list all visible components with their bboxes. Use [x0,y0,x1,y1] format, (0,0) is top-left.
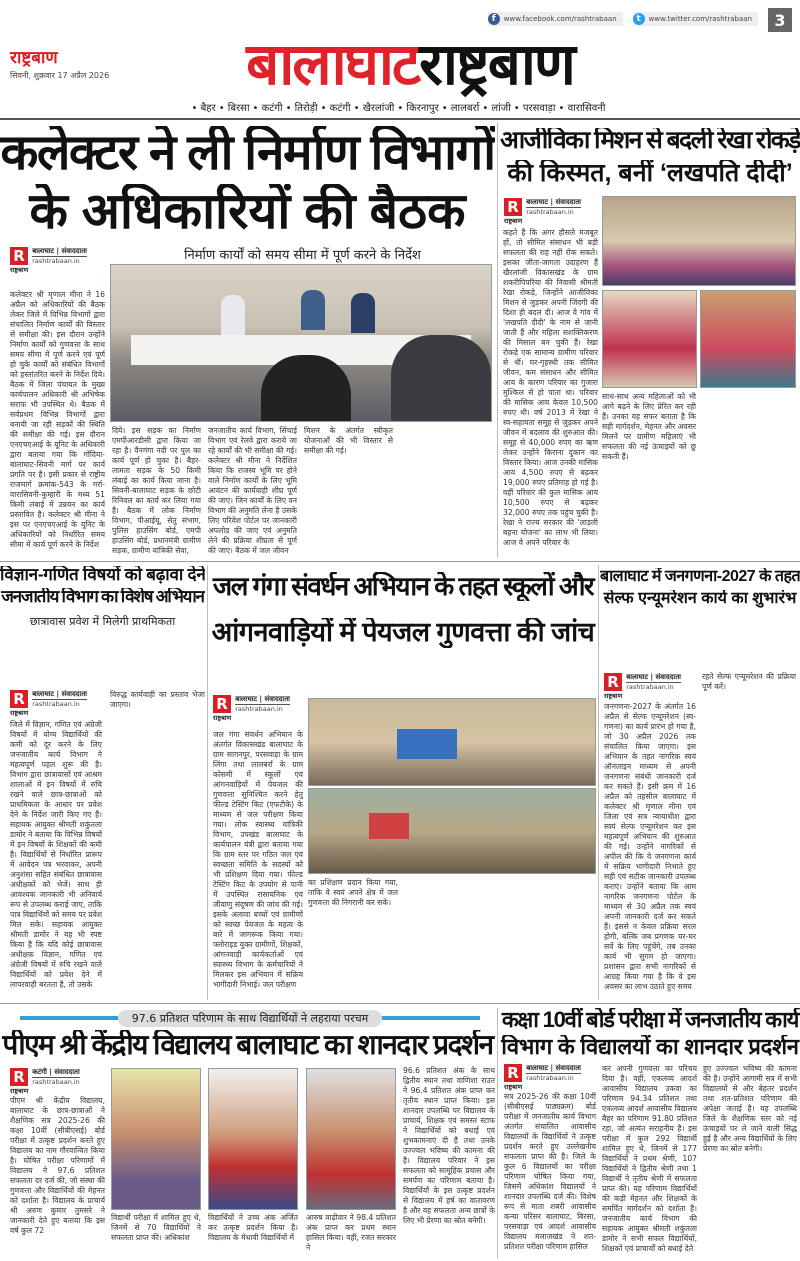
rekha-photo-2 [602,290,697,388]
pmshri-byline: R राष्ट्रबाण कटंगी | संवाददाता rashtrabaan.in [10,1068,80,1095]
pmshri-body-right: 96.6 प्रतिशत अंक के साथ द्वितीय स्थान तथा वाणिशा राउत ने 96.4 प्रतिशत अंक प्राप्त कर तृतीय स्थान प्राप्त किया। इस शानदार उपलब्धि पर विद्यालय के प्राचार्य, शिक्षक एवं समस्त स्टाफ ने विद्यार्थियों को बधाई एवं शुभकामनाएं दी है तथा उनके उज्ज्वल भविष्य की कामना की है। विद्यालय परिवार ने इस सफलता को सामूहिक प्रयास और समर्पण का परिणाम बताया है। विद्यार्थियों के इस उत्कृष्ट प्रदर्शन से विद्यालय में हर्ष का वातावरण है और यह सफलता अन्य छात्रों के लिए भी प्रेरणा का स्रोत बनेगी। [403,1066,495,1226]
census-body-cont: रहते सेल्फ एन्यूमरेशन की प्रक्रिया पूर्ण करें। [702,672,796,692]
science-body-cont: विरुद्ध कार्यवाही का प्रस्ताव भेजा जाएगा। [110,690,205,710]
school-photo-2 [308,788,596,874]
city-link: लांजी [491,103,511,114]
city-link: तिरोड़ी [294,103,318,114]
tribal-byline: R राष्ट्रबाण बालाघाट | संवाददाता rashtrabaan.in [504,1064,581,1091]
city-link: बैहर [200,103,216,114]
meeting-photo [110,264,492,422]
city-link: खैरलांजी [362,103,395,114]
student-photo-1 [111,1068,201,1210]
facebook-link[interactable]: f www.facebook.com/rashtrabaan [488,12,623,26]
jalganga-body: जल गंगा संवर्धन अभियान के अंतर्गत विकासखंड बालाघाट के ग्राम सागनपुर, परसवाड़ा के ग्राम लिंगा तथा लालबर्रा के ग्राम कोसमी में स्कूलों एवं आंगनवाड़ियों में पेयजल की गुणवत्ता सुनिश्चित करने हेतु फील्ड टेस्टिंग किट (एफटीके) के माध्यम से जल परीक्षण किया गया। लोक स्वास्थ्य यांत्रिकी विभाग, उपखंड बालाघाट के कार्यपालन यंत्री द्वारा बताया गया कि ग्राम स्तर पर गठित जल एवं स्वच्छता समिति के सदस्यों को भी प्रशिक्षण दिया गया। फील्ड टेस्टिंग किट के उपयोग से पानी में उपस्थित रासायनिक एवं जीवाणु संदूषण की जांच की गई। इसके अलावा बच्चों एवं ग्रामीणों को स्वच्छ पेयजल के महत्व के बारे में जागरूक किया गया। फ्लोराइड युक्त ग्रामीणों, शिक्षकों, आंगनवाड़ी कार्यकर्ताओं एवं स्वास्थ्य विभाग के कर्मचारियों ने मिलकर इस अभियान में सक्रिय भागीदारी निभाई। जल परीक्षण [213,730,303,990]
science-headline-2: जनजातीय विभाग का विशेष अभियान [1,588,204,606]
r-logo-icon: R [10,690,28,708]
city-link: वारासिवनी [567,103,606,114]
lead-body-cont: मिशन के अंतर्गत स्वीकृत योजनाओं की भी विस्तार से समीक्षा की गई। [304,426,393,456]
photo-caption-3: आरुष वाढ़ीवार ने 98.4 प्रतिशत अंक प्राप्त कर प्रथम स्थान हासिल किया। वहीं, रजत सरकार ने [306,1213,396,1252]
tribal-headline-2: विभाग के विद्यालयों का शानदार प्रदर्शन [501,1035,799,1059]
twitter-link[interactable]: t www.twitter.com/rashtrabaan [633,12,758,26]
masthead: बालाघाटराष्ट्रबाण [246,32,574,97]
tribal-body: सत्र 2025-26 की कक्षा 10वीं (सीबीएसई पाठ्यक्रम) बोर्ड परीक्षा में जनजातीय कार्य विभाग अंतर्गत संचालित आवासीय विद्यालयों के विद्यार्थियों ने उत्कृष्ट प्रदर्शन करते हुए उल्लेखनीय सफलता प्राप्त की है। जिले के कुल 6 विद्यालयों का परीक्षा परिणाम घोषित किया गया, जिसमें अधिकांश विद्यालयों ने शानदार उपलब्धि दर्ज की। विशेष रूप से माता शबरी आवासीय कन्या परिसर बालाघाट, बिरसा, परसवाड़ा एवं आदर्श आवासीय विद्यालय मलाजखंड ने शत-प्रतिशत परीक्षा परिणाम हासिल [504,1092,596,1252]
tribal-body-cont: हुए उज्ज्वल भविष्य की कामना की है। उन्होंने आगामी सत्र में सभी विद्यालयों से और बेहतर प्रदर्शन तथा शत-प्रतिशत परिणाम की अपेक्षा जताई है। यह उपलब्धि जिले के शैक्षणिक स्तर को नई ऊंचाइयों पर ले जाने वाली सिद्ध हुई है और अन्य विद्यार्थियों के लिए प्रेरणा का स्रोत बनेगी। [703,1064,797,1154]
lakhpati-body-cont [702,392,796,556]
lead-body: कलेक्टर श्री मृणाल मीना ने 16 अप्रैल को अधिकारियों की बैठक लेकर जिले में विभिन्न विभागों द्वारा संचालित निर्माण कार्यों की विस्तार से समीक्षा की। इस दौरान उन्होंने निर्माण कार्यों को गुणवत्ता के साथ समय सीमा में पूर्ण करने एवं पूर्ण हो चुके कार्यों को संबंधित विभागों को हस्तांतरित करने के निर्देश दिये। बैठक में जिला पंचायत के मुख्य कार्यपालन अधिकारी श्री अभिषेक सराफ भी उपस्थित थे। बैठक में सर्वप्रथम विभिन्न विभागों द्वारा बनायी जा रही सड़कों की स्थिति की समीक्षा की गई। इस दौरान एनएचएआई के यूनिट के अधिकारी द्वारा बताया गया कि गोंदिया-बालाघाट-सिवनी मार्ग पर कार्य प्रगति पर है। इसी प्रकार से राष्ट्रीय राजमार्ग क्रमांक-543 के गर्रा-वारासिवनी-कुम्हारी के मध्य 51 किमी लंबाई में उन्नयन का कार्य प्रस्तावित है। कलेक्टर श्री मीना ने इस पर एनएचएआई के यूनिट के अधिकारियों को निर्धारित समय सीमा में कार्य पूर्ण करने के निर्देश [10,290,105,550]
science-subhead: छात्रावास प्रवेश में मिलेगी प्राथमिकता [29,615,176,628]
pmshri-kicker: 97.6 प्रतिशत परिणाम के साथ विद्यार्थियों ने लहराया परचम [20,1010,480,1026]
dateline: सिवनी, शुक्रवार 17 अप्रैल 2026 [10,71,110,80]
lead-subhead: निर्माण कार्यों को समय सीमा में पूर्ण करने के निर्देश [184,248,421,263]
r-logo-icon: R [213,695,231,713]
science-byline: R राष्ट्रबाण बालाघाट | संवाददाता rashtrabaan.in [10,690,87,717]
city-list: • बैहर • बिरसा • कटंगी • तिरोड़ी • कटंगी • खैरलांजी • किरनापुर • लालबर्रा • लांजी • परसवाड़ा • वारासिवनी [191,103,606,114]
facebook-icon: f [488,13,500,25]
science-body: जिले में विज्ञान, गणित एवं अंग्रेजी विषयों में योग्य विद्यार्थियों की कमी को दूर करने के लिए जनजातीय कार्य विभाग ने महत्वपूर्ण पहल शुरू की है। विभाग द्वारा छात्रावासों एवं आश्रम शालाओं में इन विषयों में रुचि रखने वाले छात्र-छात्राओं को प्राथमिकता के आधार पर प्रवेश देने के निर्देश जारी किए गए हैं। सहायक आयुक्त श्रीमती शकुंतला डामोर ने बताया कि विभिन्न विषयों में इन विषयों के शिक्षकों की कमी है। विद्यार्थियों से निर्धारित प्रारूप में आवेदन पत्र भरवाकर, अपनी अनुशंसा सहित संबंधित छात्रावास अधीक्षकों को भेजें। साथ ही आवश्यक जानकारी भी अनिवार्य रूप से उपलब्ध कराई जाए, ताकि पात्र विद्यार्थियों को समय पर प्रवेश मिल सके। सहायक आयुक्त श्रीमती डामोर ने यह भी स्पष्ट किया है कि यदि कोई छात्रावास अधीक्षक विज्ञान, गणित एवं अंग्रेजी विषयों में रुचि रखने वाले विद्यार्थियों को प्रवेश देने में लापरवाही बरतता है, तो उसके [10,720,102,990]
tribal-body-cont: कर अपनी गुणवत्ता का परिचय दिया है। वहीं, एकलव्य आदर्श आवासीय विद्यालय उकवा का परिणाम 94.34 प्रतिशत तथा एकलव्य आदर्श आवासीय विद्यालय बैहर का परिणाम 91.80 प्रतिशत रहा, जो अत्यंत सराहनीय है। इस परीक्षा में कुल 292 विद्यार्थी शामिल हुए थे, जिनमें से 177 विद्यार्थियों ने प्रथम श्रेणी, 107 विद्यार्थियों ने द्वितीय श्रेणी तथा 1 विद्यार्थी ने तृतीय श्रेणी में सफलता प्राप्त की। यह परिणाम विद्यार्थियों की कड़ी मेहनत और शिक्षकों के समर्पित मार्गदर्शन को दर्शाता है। जनजातीय कार्य विभाग की सहायक आयुक्त श्रीमती शकुंतला डामोर ने सभी सफल विद्यार्थियों, शिक्षकों एवं प्राचार्यों को बधाई देते [602,1064,697,1254]
lakhpati-headline-2: की किस्मत, बनीं ‘लखपति दीदी’ [507,160,793,187]
city-link: परसवाड़ा [522,103,556,114]
lakhpati-body: कहते हैं कि अगर हौसले मजबूत हों, तो सीमित संसाधन भी बड़ी सफलता की राह नहीं रोक सकते। इसका जीता-जागता उदाहरण हैं खैरलांजी विकासखंड के ग्राम शकरीपिपरिया की निवासी श्रीमती रेखा रोकड़े, जिन्होंने आजीविका मिशन से जुड़कर अपनी जिंदगी की दिशा ही बदल दी। आज वे गांव में 'लखपति दीदी' के नाम से जानी जाती हैं और महिला सशक्तिकरण की मिसाल बन चुकी हैं। रेखा रोकड़े एक सामान्य ग्रामीण परिवार से थीं। घर-गृहस्थी तक सीमित जीवन, कम संसाधन और सीमित आय के कारण परिवार का गुजारा मुश्किल से हो पाता था। परिवार की मासिक आय केवल 10,500 रुपए थी। वर्ष 2013 में रेखा ने स्व-सहायता समूह से जुड़कर अपने जीवन में बदलाव की शुरुआत की। समूह से 40,000 रुपए का ऋण लेकर उन्होंने किराना दुकान का विस्तार किया। आज उनकी मासिक आय 4,500 रुपए से बढ़कर 19,000 रुपए प्रतिमाह हो गई है। वहीं परिवार की कुल मासिक आय 10,500 रुपए से बढ़कर 32,000 रुपए तक पहुंच चुकी है। रेखा ने राज्य सरकार की 'लाड़ली बहना योजना' का लाभ भी लिया। आज वे अपने परिवार के [503,228,598,548]
jalganga-headline-1: जल गंगा संवर्धन अभियान के तहत स्कूलों और [212,572,594,601]
r-logo-icon: R [504,198,522,216]
rekha-photo-3 [700,290,796,388]
small-logo: राष्ट्रबाण [10,48,58,68]
student-photo-2 [208,1068,298,1210]
city-link: बिरसा [227,103,250,114]
r-logo-icon: R [504,1064,522,1082]
divider [497,1008,498,1258]
twitter-icon: t [633,13,645,25]
science-headline-1: विज्ञान-गणित विषयों को बढ़ावा देने [0,566,205,584]
lead-body-cont: जनजातीय कार्य विभाग, सिंचाई विभाग एवं रेलवे द्वारा कराये जा रहे कार्यों की भी समीक्षा की गई। कलेक्टर श्री मीना ने निर्देशित किया कि राजस्व भूमि पर होने वाले निर्माण कार्यों के लिए भूमि आवंटन की कार्यवाही शीघ्र पूर्ण की जाए। जिन कार्यों के लिए वन विभाग की अनुमति लेना है उसके लिए परिवेश पोर्टल पर जानकारी अपलोड की जाए एवं अनुमति लेने की प्रक्रिया शीघ्रता से पूर्ण की जाए। बैठक में जल जीवन [208,426,297,556]
jalganga-body-cont [506,878,596,998]
census-headline-2: सेल्फ एन्यूमरेशन कार्य का शुभारंभ [603,590,797,607]
lakhpati-byline: R राष्ट्रबाण बालाघाट | संवाददाता rashtrabaan.in [504,198,581,225]
jalganga-body-cont [407,878,497,998]
city-link: कटंगी [329,103,351,114]
page-number: 3 [768,8,792,32]
tribal-headline-1: कक्षा 10वीं बोर्ड परीक्षा में जनजातीय कार्य [501,1008,799,1032]
divider [0,1003,800,1004]
lead-body-cont: दिये। इस सड़क का निर्माण एमपीआरडीसी द्वारा किया जा रहा है। वैनगंगा नदी पर पुल का कार्य पूर्ण हो चुका है। बैहर-लामता सड़क के 50 किमी लंबाई का कार्य किया जाना है। सिवनी-बालाघाट सड़क के छोटी रिनिवल का कार्य कर लिया गया है। बैठक में लोक निर्माण विभाग, पीआईयू, सेतु संभाग, पुलिस हाउसिंग बोर्ड, एमपी हाउसिंग बोर्ड, प्रधानमंत्री ग्रामीण सड़क, ग्रामीण यांत्रिकी सेवा, [112,426,201,556]
photo-caption-1: विद्यार्थी परीक्षा में शामिल हुए थे, जिनमें से 70 विद्यार्थियों ने सफलता प्राप्त की। अधिकांश [111,1213,201,1242]
census-headline-1: बालाघाट में जनगणना-2027 के तहत [600,568,800,585]
r-logo-icon: R [10,1068,28,1086]
r-logo-icon: R [604,673,622,691]
jalganga-headline-2: आंगनवाड़ियों में पेयजल गुणवत्ता की जांच [211,618,595,647]
city-link: किरनापुर [406,103,439,114]
lead-body-cont [400,426,494,556]
divider [497,122,498,558]
lakhpati-body-cont: साथ-साथ अन्य महिलाओं को भी आगे बढ़ने के लिए प्रेरित कर रही हैं। उनका यह सफर बताता है कि सही मार्गदर्शन, मेहनत और अवसर मिलने पर ग्रामीण महिलाएं भी सफलता की नई ऊंचाइयों को छू सकती हैं। [602,392,696,462]
lead-headline-2: के अधिकारियों की बैठक [29,184,466,239]
city-link: लालबर्रा [450,103,480,114]
lakhpati-headline-1: आजीविका मिशन से बदली रेखा रोकड़े [500,128,800,154]
census-byline: R राष्ट्रबाण बालाघाट | संवाददाता rashtrabaan.in [604,673,681,700]
school-photo-1 [308,698,596,786]
city-link: कटंगी [261,103,283,114]
divider [598,565,599,1000]
divider [207,565,208,1000]
student-photo-3 [306,1068,396,1210]
pmshri-body: पीएम श्री केंद्रीय विद्यालय, बालाघाट के छात्र-छात्राओं ने शैक्षणिक सत्र 2025-26 की कक्षा 10वीं (सीबीएसई) बोर्ड परीक्षा में उत्कृष्ट प्रदर्शन करते हुए विद्यालय का नाम गौरवान्वित किया है। घोषित परीक्षा परिणामों में विद्यालय ने 97.6 प्रतिशत सफलता दर दर्ज की, जो संस्था की गुणवत्ता और विद्यार्थियों की मेहनत को दर्शाता है। विद्यालय के प्राचार्य श्री अरुण कुमार तुमसरे ने जानकारी देते हुए बताया कि इस वर्ष कुल 72 [10,1096,105,1236]
census-body: जनगणना-2027 के अंतर्गत 16 अप्रैल से सेल्फ एन्यूमरेशन (स्व-गणना) का कार्य प्रारंभ हो गया है, जो 30 अप्रैल 2026 तक संचालित किया जाएगा। इस अभियान के तहत नागरिक स्वयं ऑनलाइन माध्यम से अपनी जनगणना संबंधी जानकारी दर्ज कर सकते हैं। इसी क्रम में 16 अप्रैल को तहसील बालाघाट में कलेक्टर श्री मृणाल मीना एवं जिला एवं सत्र न्यायाधीश द्वारा स्वयं सेल्फ एन्यूमरेशन कर इस महत्वपूर्ण अभियान की शुरुआत की गई। उन्होंने नागरिकों से अपील की कि वे जनगणना कार्य में सक्रिय भागीदारी निभाते हुए सही एवं सटीक जानकारी उपलब्ध कराएं। उन्होंने बताया कि आम नागरिक जनगणना पोर्टल के माध्यम से 30 अप्रैल तक स्वयं अपनी जानकारी दर्ज कर सकते हैं। इससे न केवल प्रक्रिया सरल होगी, बल्कि जब प्रगणक घर-घर सर्वे के लिए पहुंचेंगे, तब उनका कार्य भी सुगम हो जाएगा। प्रशासन द्वारा सभी नागरिकों से आग्रह किया गया है कि वे इस अवसर का लाभ उठाते हुए समय [604,702,696,992]
lead-headline-1: कलेक्टर ने ली निर्माण विभागों [0,126,495,180]
divider [0,561,800,562]
r-logo-icon: R [10,247,28,265]
photo-caption-2: विद्यार्थियों ने उच्च अंक अर्जित कर उत्कृष्ट प्रदर्शन किया है। विद्यालय के मेधावी विद्यार्थियों में [208,1213,298,1242]
social-bar [380,12,758,26]
rekha-photo-1 [602,196,796,286]
jalganga-body-cont: का प्रशिक्षण प्रदान किया गया, ताकि वे स्वयं अपने क्षेत्र में जल गुणवत्ता की निगरानी कर सकें। [308,878,398,908]
lead-byline: R राष्ट्रबाण बालाघाट | संवाददाता rashtrabaan.in [10,247,87,274]
divider [0,118,800,120]
pmshri-headline: पीएम श्री केंद्रीय विद्यालय बालाघाट का शानदार प्रदर्शन [2,1030,493,1060]
jalganga-byline: R राष्ट्रबाण बालाघाट | संवाददाता rashtrabaan.in [213,695,290,722]
